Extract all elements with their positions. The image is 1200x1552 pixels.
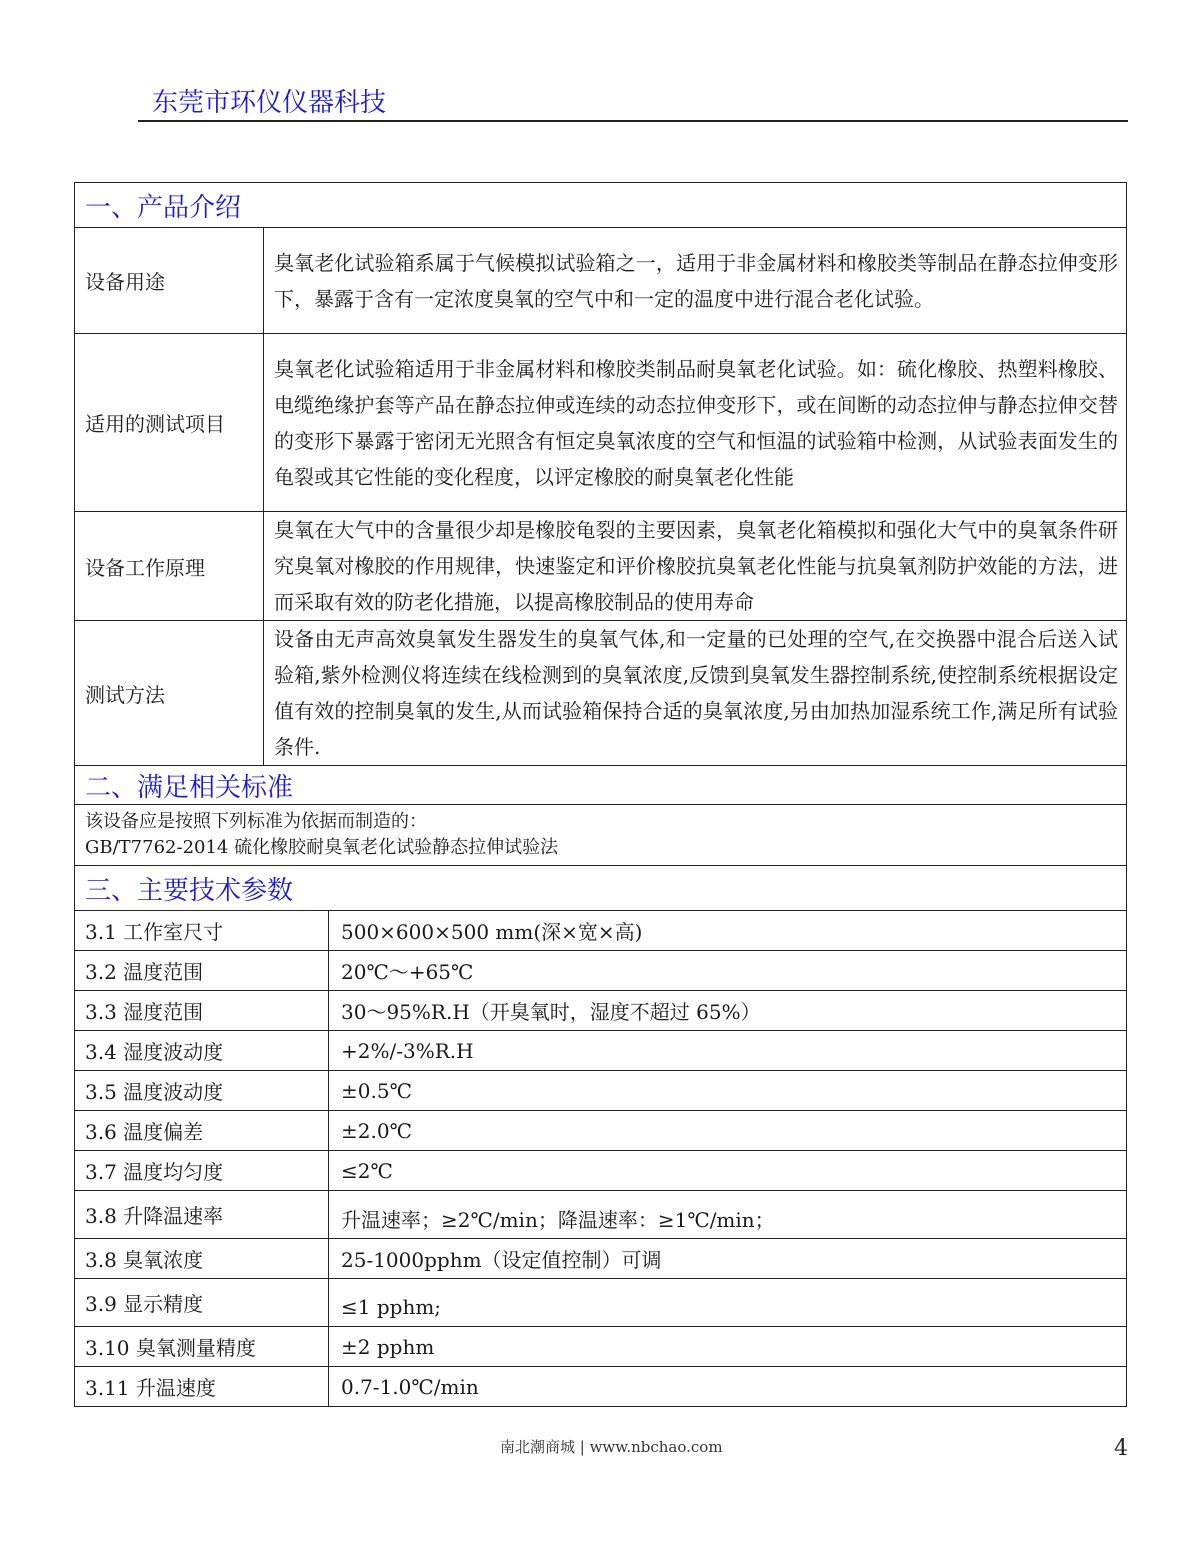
section2-title: 二、满足相关标准 — [75, 766, 1127, 805]
param-row — [75, 1111, 1127, 1151]
page-number: 4 — [1114, 1436, 1128, 1461]
param-label: 3.2 温度范围 — [75, 951, 329, 991]
table-row — [75, 512, 1127, 621]
row-label: 设备用途 — [75, 228, 264, 334]
param-row — [75, 1279, 1127, 1327]
param-label: 3.1 工作室尺寸 — [75, 911, 329, 951]
param-value: 25-1000pphm（设定值控制）可调 — [329, 1239, 1127, 1279]
row-description: 臭氧在大气中的含量很少却是橡胶龟裂的主要因素，臭氧老化箱模拟和强化大气中的臭氧条件研究臭氧对橡胶的作用规律，快速鉴定和评价橡胶抗臭氧老化性能与抗臭氧剂防护效能的方法，进而采取有效的防老化措施，以提高橡胶制品的使用寿命 — [264, 512, 1127, 621]
param-label: 3.4 湿度波动度 — [75, 1031, 329, 1071]
param-row — [75, 1327, 1127, 1367]
param-row — [75, 951, 1127, 991]
param-row — [75, 1151, 1127, 1191]
table-row — [75, 228, 1127, 334]
param-row — [75, 991, 1127, 1031]
param-row — [75, 1191, 1127, 1239]
product-spec-table — [74, 182, 1127, 1407]
param-label: 3.8 升降温速率 — [75, 1191, 329, 1239]
param-row — [75, 1367, 1127, 1407]
standards-row — [75, 805, 1127, 866]
param-label: 3.5 温度波动度 — [75, 1071, 329, 1111]
param-value: 0.7-1.0℃/min — [329, 1367, 1127, 1407]
row-description: 臭氧老化试验箱适用于非金属材料和橡胶类制品耐臭氧老化试验。如：硫化橡胶、热塑料橡胶、电缆绝缘护套等产品在静态拉伸或连续的动态拉伸变形下，或在间断的动态拉伸与静态拉伸交替的变形下暴露于密闭无光照含有恒定臭氧浓度的空气和恒温的试验箱中检测，从试验表面发生的龟裂或其它性能的变化程度，以评定橡胶的耐臭氧老化性能 — [264, 334, 1127, 512]
param-label: 3.3 湿度范围 — [75, 991, 329, 1031]
section1-title: 一、产品介绍 — [75, 183, 1127, 228]
param-value: ≤1 pphm; — [329, 1279, 1127, 1327]
param-label: 3.10 臭氧测量精度 — [75, 1327, 329, 1367]
param-label: 3.11 升温速度 — [75, 1367, 329, 1407]
param-row — [75, 1031, 1127, 1071]
section3-title: 三、主要技术参数 — [75, 866, 1127, 911]
header-divider — [138, 120, 1128, 122]
param-value: ±2 pphm — [329, 1327, 1127, 1367]
param-label: 3.8 臭氧浓度 — [75, 1239, 329, 1279]
row-label: 测试方法 — [75, 621, 264, 766]
param-value: 20℃～+65℃ — [329, 951, 1127, 991]
param-row — [75, 1071, 1127, 1111]
param-value: ±0.5℃ — [329, 1071, 1127, 1111]
param-label: 3.9 显示精度 — [75, 1279, 329, 1327]
section3-header-row — [75, 866, 1127, 911]
param-value: +2%/-3%R.H — [329, 1031, 1127, 1071]
standard-item: GB/T7762-2014 硫化橡胶耐臭氧老化试验静态拉伸试验法 — [85, 837, 559, 858]
company-title: 东莞市环仪仪器科技 — [152, 88, 387, 118]
param-row — [75, 1239, 1127, 1279]
param-value: 升温速率；≥2℃/min；降温速率：≥1℃/min； — [329, 1191, 1127, 1239]
param-label: 3.6 温度偏差 — [75, 1111, 329, 1151]
row-label: 设备工作原理 — [75, 512, 264, 621]
row-description: 设备由无声高效臭氧发生器发生的臭氧气体,和一定量的已处理的空气,在交换器中混合后送入试验箱,紫外检测仪将连续在线检测到的臭氧浓度,反馈到臭氧发生器控制系统,使控制系统根据设定值有效的控制臭氧的发生,从而试验箱保持合适的臭氧浓度,另由加热加湿系统工作,满足所有试验条件. — [264, 621, 1127, 766]
param-value: 500×600×500 mm(深×宽×高) — [329, 911, 1127, 951]
param-label: 3.7 温度均匀度 — [75, 1151, 329, 1191]
table-row — [75, 621, 1127, 766]
section1-header-row — [75, 183, 1127, 228]
row-label: 适用的测试项目 — [75, 334, 264, 512]
table-row — [75, 334, 1127, 512]
param-value: ±2.0℃ — [329, 1111, 1127, 1151]
param-value: 30～95%R.H（开臭氧时，湿度不超过 65%） — [329, 991, 1127, 1031]
row-description: 臭氧老化试验箱系属于气候模拟试验箱之一，适用于非金属材料和橡胶类等制品在静态拉伸变形下，暴露于含有一定浓度臭氧的空气中和一定的温度中进行混合老化试验。 — [264, 228, 1127, 334]
footer-site: 南北潮商城 | www.nbchao.com — [500, 1438, 723, 1456]
standards-intro: 该设备应是按照下列标准为依据而制造的： — [85, 811, 427, 832]
param-row — [75, 911, 1127, 951]
section2-header-row — [75, 766, 1127, 805]
param-value: ≤2℃ — [329, 1151, 1127, 1191]
